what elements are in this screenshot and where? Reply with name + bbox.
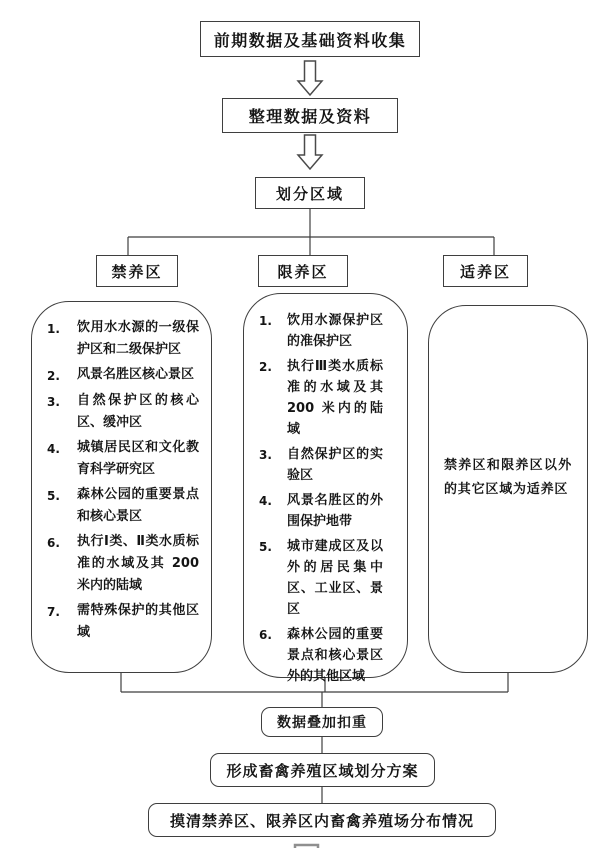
list-item: 1. 饮用水源保护区的准保护区	[259, 313, 383, 349]
forbidden-zone-list	[32, 302, 211, 644]
restricted-zone-list	[244, 294, 407, 687]
division-plan-box: 形成畜禽养殖区域划分方案	[210, 753, 435, 787]
list-item: 5. 森林公园的重要景点和核心景区	[47, 487, 199, 524]
suitable-zone-label: 适养区	[443, 255, 528, 287]
list-item: 2. 风景名胜区核心景区	[47, 367, 195, 383]
data-overlay-box: 数据叠加扣重	[261, 707, 383, 737]
list-item: 4. 风景名胜区的外围保护地带	[259, 493, 383, 529]
list-item: 6. 森林公园的重要景点和核心景区外的其他区域	[259, 627, 383, 684]
list-item: 5. 城市建成区及以外的居民集中区、工业区、景区	[259, 539, 383, 617]
down-arrow-icon	[298, 135, 322, 169]
list-item: 6. 执行Ⅰ类、Ⅱ类水质标准的水域及其 200 米内的陆域	[47, 534, 199, 593]
list-item: 1. 饮用水水源的一级保护区和二级保护区	[47, 320, 199, 357]
suitable-zone-panel	[428, 305, 588, 673]
suitable-zone-note: 禁养区和限养区以外的其它区域为适养区	[444, 458, 572, 497]
farm-distribution-box: 摸清禁养区、限养区内畜禽养殖场分布情况	[148, 803, 496, 837]
forbidden-zone-panel	[31, 301, 212, 673]
restricted-zone-label: 限养区	[258, 255, 348, 287]
list-item: 3. 自然保护区的核心区、缓冲区	[47, 393, 199, 430]
list-item: 3. 自然保护区的实验区	[259, 447, 383, 483]
list-item: 4. 城镇居民区和文化教育科学研究区	[47, 440, 199, 477]
forbidden-zone-label: 禁养区	[96, 255, 178, 287]
down-arrow-icon	[298, 61, 322, 95]
collect-data-box: 前期数据及基础资料收集	[200, 21, 420, 57]
organize-data-box: 整理数据及资料	[222, 98, 398, 133]
divide-regions-box: 划分区域	[255, 177, 365, 209]
list-item: 2. 执行Ⅲ类水质标准的水域及其 200 米内的陆域	[259, 359, 383, 437]
list-item: 7. 需特殊保护的其他区域	[47, 603, 199, 640]
restricted-zone-panel	[243, 293, 408, 684]
